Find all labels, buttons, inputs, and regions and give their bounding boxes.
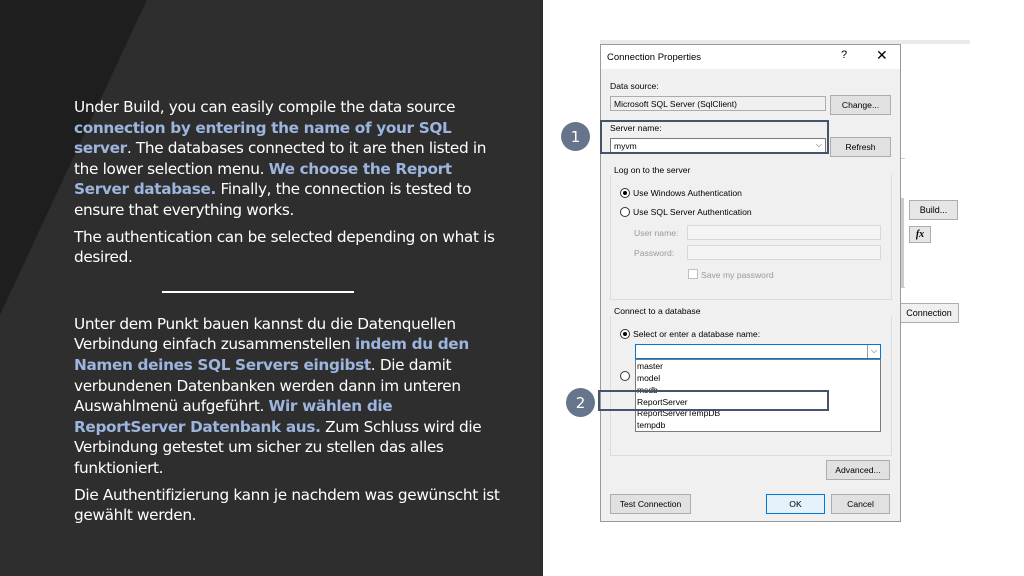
- attach-db-radio[interactable]: [620, 371, 630, 381]
- test-connection-button[interactable]: Test Connection: [610, 494, 691, 514]
- chevron-down-icon[interactable]: ⌵: [815, 140, 822, 149]
- list-item[interactable]: model: [637, 373, 661, 383]
- data-source-field: Microsoft SQL Server (SqlClient): [610, 96, 826, 111]
- refresh-button[interactable]: Refresh: [830, 137, 891, 157]
- windows-auth-radio[interactable]: [620, 188, 630, 198]
- text-run: Unter dem Punkt bauen kannst du die Datenquellen Verbindung einfach zusammenstellen: [74, 314, 456, 354]
- chevron-down-icon[interactable]: ⌵: [867, 345, 880, 358]
- list-item[interactable]: msdb: [637, 385, 658, 395]
- highlighted-text: connection by entering the name of your SQL server: [74, 118, 452, 158]
- data-source-label: Data source:: [610, 81, 659, 91]
- english-paragraph-2: The authentication can be selected depending on what is desired.: [74, 227, 495, 267]
- text-run: . The databases connected to it are then listed in the lower selection menu.: [74, 139, 487, 178]
- server-name-value: myvm: [614, 141, 637, 151]
- list-item[interactable]: ReportServer: [637, 397, 688, 407]
- list-item[interactable]: master: [637, 361, 663, 371]
- close-icon[interactable]: ✕: [876, 47, 888, 63]
- connection-button[interactable]: Connection: [899, 303, 959, 323]
- ok-button[interactable]: OK: [766, 494, 825, 514]
- save-password-label: Save my password: [701, 270, 774, 280]
- text-run: Zum Schluss wird die Verbindung getestet um sicher zu stellen das alles funktioniert.: [74, 417, 482, 477]
- build-button[interactable]: Build...: [909, 200, 958, 220]
- english-paragraph-1: [74, 97, 504, 221]
- title-bar: [601, 45, 900, 69]
- list-item[interactable]: tempdb: [637, 420, 666, 430]
- user-name-label: User name:: [634, 228, 679, 238]
- connect-db-group-label: Connect to a database: [614, 306, 701, 316]
- german-paragraph-2: Die Authentifizierung kann je nachdem was gewünscht ist gewählt werden.: [74, 485, 500, 525]
- text-run: . Die damit verbundenen Datenbanken werden dann im unteren Auswahlmenü aufgeführt.: [74, 355, 461, 416]
- list-item[interactable]: ReportServerTempDB: [637, 408, 721, 418]
- connection-properties-dialog: [600, 44, 901, 522]
- change-button[interactable]: Change...: [830, 95, 891, 115]
- function-button[interactable]: fx: [909, 226, 931, 243]
- sql-auth-radio[interactable]: [620, 207, 630, 217]
- dialog-title: Connection Properties: [607, 52, 701, 63]
- select-db-label[interactable]: Select or enter a database name:: [633, 329, 761, 339]
- advanced-button[interactable]: Advanced...: [826, 460, 890, 480]
- user-name-input[interactable]: [687, 225, 881, 240]
- logon-group-label: Log on to the server: [614, 165, 691, 175]
- server-name-label: Server name:: [610, 123, 662, 133]
- save-password-checkbox[interactable]: [688, 269, 698, 279]
- cancel-button[interactable]: Cancel: [831, 494, 890, 514]
- reportserver-highlight: [598, 390, 829, 411]
- server-name-highlight: [600, 120, 829, 154]
- help-icon[interactable]: ?: [841, 49, 848, 61]
- text-run: Finally, the connection is tested to ensure that everything works.: [74, 180, 472, 219]
- slide-text: [74, 97, 504, 532]
- highlighted-text: We choose the Report Server database.: [74, 159, 452, 199]
- step-marker-2: 2: [566, 388, 595, 417]
- highlighted-text: indem du den Namen deines SQL Servers eingibst: [74, 335, 469, 374]
- highlighted-text: Wir wählen die ReportServer Datenbank aus.: [74, 397, 393, 436]
- divider: [162, 291, 354, 293]
- password-input[interactable]: [687, 245, 881, 260]
- sql-auth-label[interactable]: Use SQL Server Authentication: [633, 207, 752, 217]
- password-label: Password:: [634, 248, 675, 258]
- text-run: Under Build, you can easily compile the data source: [74, 98, 456, 116]
- windows-auth-label[interactable]: Use Windows Authentication: [633, 188, 742, 198]
- step-marker-1: 1: [561, 122, 590, 151]
- german-paragraph-1: [74, 314, 504, 479]
- database-combo[interactable]: [635, 344, 881, 359]
- select-db-radio[interactable]: [620, 329, 630, 339]
